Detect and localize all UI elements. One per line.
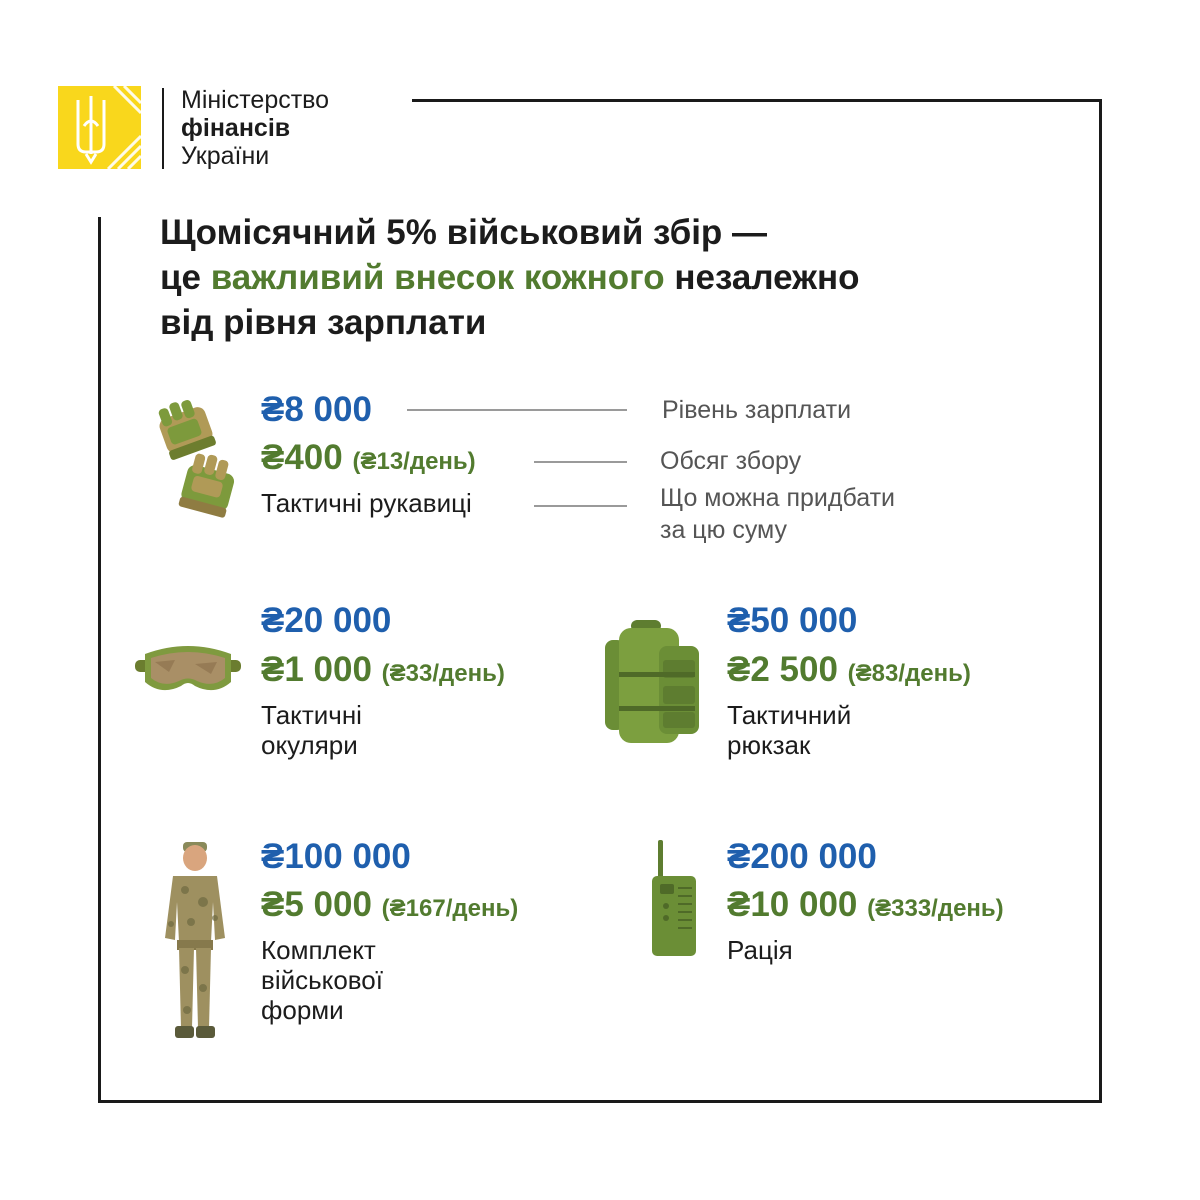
legend-tax: Обсяг збору xyxy=(660,447,802,475)
tactical-goggles-icon xyxy=(135,640,241,700)
salary-value-radio: ₴200 000 xyxy=(727,837,877,876)
tax-value-backpack xyxy=(727,650,971,694)
tax-amount-uniform: ₴5 000 xyxy=(261,885,372,924)
ministry-logo xyxy=(58,86,141,169)
ministry-name xyxy=(181,86,329,170)
ministry-line-1: Міністерство xyxy=(181,86,330,114)
item-name-radio xyxy=(727,935,793,965)
legend-item-line-1: Що можна придбати xyxy=(660,484,895,512)
uniform-icon-wrap xyxy=(155,842,235,1045)
leader-salary xyxy=(407,409,627,411)
frame-right xyxy=(1099,99,1102,1103)
tactical-gloves-icon xyxy=(156,400,246,525)
item-name-line: Комплект xyxy=(261,935,376,965)
item-name-line: форми xyxy=(261,995,344,1025)
per-day-goggles: (₴33/день) xyxy=(381,660,505,687)
salary-value-backpack: ₴50 000 xyxy=(727,601,858,640)
title-accent: важливий внесок кожного xyxy=(210,258,665,297)
ministry-line-2: фінансів xyxy=(181,114,291,142)
leader-item xyxy=(534,505,627,507)
item-name-line: окуляри xyxy=(261,730,358,760)
item-name-line: Тактичні рукавиці xyxy=(261,488,472,518)
tax-amount-gloves: ₴400 xyxy=(261,438,343,477)
tax-amount-radio: ₴10 000 xyxy=(727,885,858,924)
legend-item-line-2: за цю суму xyxy=(660,516,788,544)
item-name-line: Рація xyxy=(727,935,793,965)
title-line-2 xyxy=(160,255,1060,300)
legend-item xyxy=(660,482,895,546)
tax-value-radio xyxy=(727,885,1004,929)
tactical-backpack-icon xyxy=(605,620,701,745)
title-line-1: Щомісячний 5% військовий збір — xyxy=(160,213,768,252)
backpack-icon-wrap xyxy=(605,620,701,750)
frame-top xyxy=(412,99,1102,102)
radio-icon xyxy=(650,840,700,958)
radio-icon-wrap xyxy=(650,840,700,963)
item-name-gloves xyxy=(261,488,472,518)
per-day-uniform: (₴167/день) xyxy=(381,895,519,922)
item-name-line: військової xyxy=(261,965,383,995)
tax-value-gloves xyxy=(261,438,476,482)
title-line-3: від рівня зарплати xyxy=(160,303,487,342)
item-name-line: Тактичні xyxy=(261,700,362,730)
ministry-line-3: України xyxy=(181,142,270,170)
tax-amount-goggles: ₴1 000 xyxy=(261,650,372,689)
item-name-line: рюкзак xyxy=(727,730,811,760)
title-suffix: незалежно xyxy=(664,258,860,297)
salary-value-uniform: ₴100 000 xyxy=(261,837,411,876)
per-day-backpack: (₴83/день) xyxy=(847,660,971,687)
salary-value-goggles: ₴20 000 xyxy=(261,601,392,640)
item-name-backpack xyxy=(727,700,851,760)
frame-left xyxy=(98,217,101,1103)
tax-value-goggles xyxy=(261,650,505,694)
leader-tax xyxy=(534,461,627,463)
tax-value-uniform xyxy=(261,885,518,929)
item-name-uniform xyxy=(261,935,383,1025)
military-uniform-icon xyxy=(155,842,235,1040)
gloves-icon-wrap xyxy=(156,400,246,530)
per-day-gloves: (₴13/день) xyxy=(352,448,476,475)
page-title xyxy=(160,210,1060,345)
header-divider xyxy=(162,88,164,169)
frame-bottom xyxy=(98,1100,1102,1103)
legend-salary: Рівень зарплати xyxy=(662,396,852,424)
salary-value-gloves: ₴8 000 xyxy=(261,390,372,429)
title-prefix: це xyxy=(160,258,211,297)
goggles-icon-wrap xyxy=(135,640,241,705)
item-name-goggles xyxy=(261,700,362,760)
per-day-radio: (₴333/день) xyxy=(867,895,1004,922)
tax-amount-backpack: ₴2 500 xyxy=(727,650,838,689)
item-name-line: Тактичний xyxy=(727,700,852,730)
